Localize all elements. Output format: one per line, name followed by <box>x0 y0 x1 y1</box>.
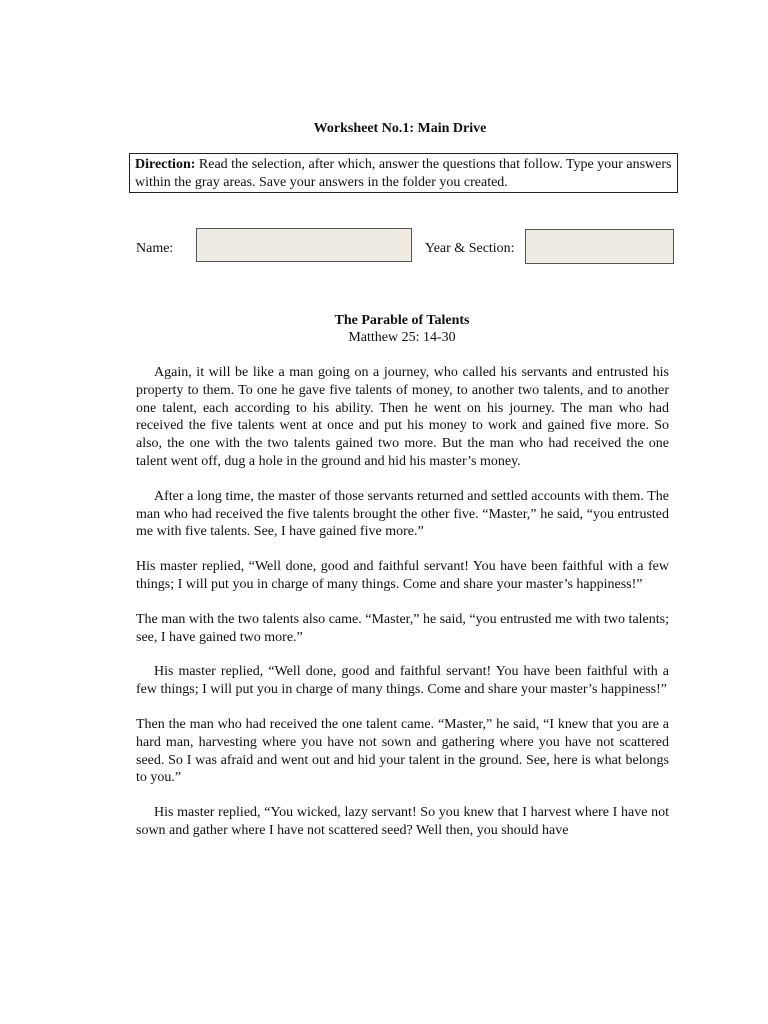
story-body <box>136 364 669 840</box>
story-paragraph-1: Again, it will be like a man going on a journey, who called his servants and entrusted his property to them. To one he gave five talents of money, to another two talents, and to another one talent, each according to his ability. Then he went on his journey. The man who had received the five talents went at once and put his money to work and gained five more. So also, the one with the two talents gained two more. But the man who had received the one talent went off, dug a hole in the ground and hid his master’s money. <box>136 365 669 469</box>
story-paragraph-6: Then the man who had received the one talent came. “Master,” he said, “I knew that you are a hard man, harvesting where you have not sown and gathering where you have not scattered seed. So I was afraid and went out and hid your talent in the ground. See, here is what belongs to you.” <box>136 716 669 786</box>
name-label: Name: <box>136 241 174 256</box>
story-paragraph-7: His master replied, “You wicked, lazy servant! So you knew that I harvest where I have not sown and gather where I have not scattered seed? Well then, you should have <box>136 805 669 838</box>
year-section-label: Year & Section: <box>425 241 515 256</box>
story-reference: Matthew 25: 14-30 <box>348 330 456 345</box>
direction-box <box>129 153 678 193</box>
story-paragraph-2: After a long time, the master of those servants returned and settled accounts with them. The man who had received the five talents brought the other five. “Master,” he said, “you entrusted me with five talents. See, I have gained five more.” <box>136 488 669 540</box>
direction-label: Direction: <box>135 157 196 172</box>
year-section-input[interactable] <box>525 229 674 264</box>
story-paragraph-4: The man with the two talents also came. “Master,” he said, “you entrusted me with two talents; see, I have gained two more.” <box>136 611 669 645</box>
story-paragraph-5: His master replied, “Well done, good and faithful servant! You have been faithful with a few things; I will put you in charge of many things. Come and share your master’s happiness!” <box>136 664 669 698</box>
worksheet-title: Worksheet No.1: Main Drive <box>313 121 487 136</box>
story-paragraph-3: His master replied, “Well done, good and faithful servant! You have been faithful with a few things; I will put you in charge of many things. Come and share your master’s happiness!” <box>136 559 669 592</box>
direction-text: Read the selection, after which, answer the questions that follow. Type your answers within the gray areas. Save your answers in the folder you created. <box>135 157 672 190</box>
name-input[interactable] <box>196 228 412 262</box>
story-title: The Parable of Talents <box>334 313 470 328</box>
